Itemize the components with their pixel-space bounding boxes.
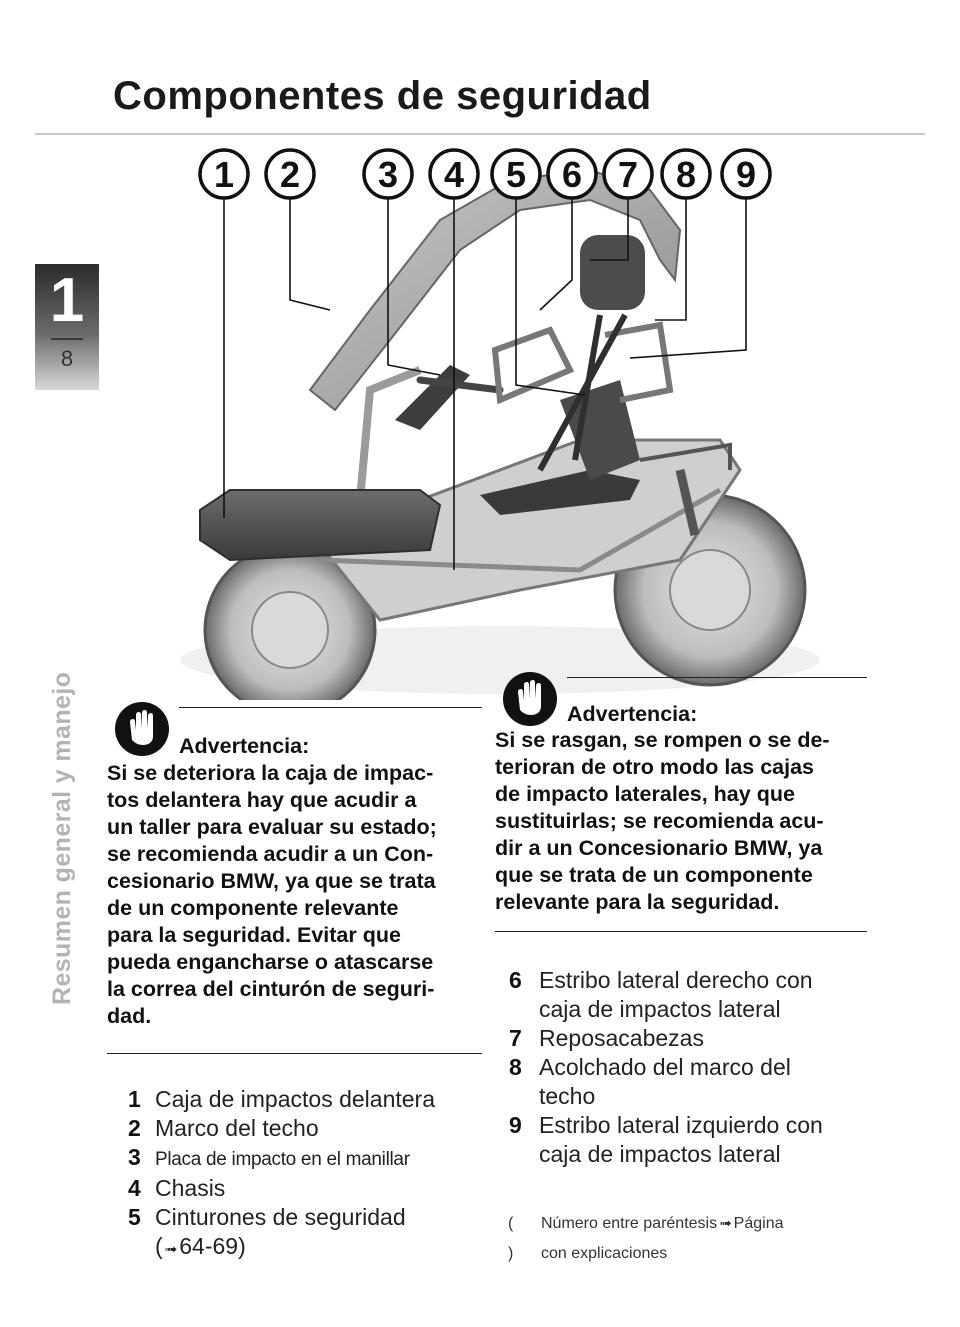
legend-text: caja de impactos lateral [539,1141,781,1167]
text-line: tos delantera hay que acudir a [107,788,417,812]
legend-number: 6 [509,967,522,993]
text-line: Si se deteriora la caja de impac- [107,761,434,785]
text-line: para la seguridad. Evitar que [107,923,401,947]
text-line: pueda engancharse o atascarse [107,950,434,974]
legend-text: Estribo lateral derecho con [539,967,813,993]
legend-text: Chasis [155,1175,226,1201]
legend-text: Reposacabezas [539,1025,704,1051]
chapter-number: 1 [49,266,85,335]
callout-2 [266,150,314,198]
text-line: que se trata de un componente [495,863,813,887]
legend-item [113,1143,493,1174]
callout-label: 8 [675,154,697,195]
reference-text-part: Número entre paréntesis [541,1215,718,1232]
leader-6 [540,194,572,310]
warning-hand-icon [113,700,171,758]
callout-label: 6 [561,154,583,195]
legend-left [113,1085,493,1264]
warning-hand-icon [501,670,559,728]
side-bar-right [495,330,570,400]
legend-item [497,966,877,1024]
warning-right-body [495,727,867,916]
warning-left [107,700,482,1058]
callout-7 [604,150,652,198]
warning-left-body [107,760,482,1030]
legend-text: caja de impactos lateral [539,996,781,1022]
title-divider [35,133,925,135]
page-title: Componentes de seguridad [113,74,652,118]
legend-text: Marco del techo [155,1115,319,1141]
legend-text: Cinturones de seguridad [155,1204,406,1230]
text-line: se recomienda acudir a un Con- [107,842,434,866]
text-line: relevante para la seguridad. [495,890,780,914]
callout-4 [430,150,478,198]
headrest [580,235,645,310]
legend-item [497,1111,877,1169]
front-impact-box [200,490,440,560]
scooter-illustration [120,140,870,700]
callout-label: 7 [617,154,639,195]
page-number: 8 [60,346,74,371]
section-label: Resumen general y manejo [48,671,76,1005]
text-line: Si se rasgan, se rompen o se de- [495,728,830,752]
legend-number: 4 [128,1175,141,1201]
leader-2 [290,194,330,310]
warning-left-heading: Advertencia: [179,734,310,758]
callout-label: 1 [213,154,235,195]
reference-text-part: Página [733,1215,784,1232]
callout-label: 5 [505,154,527,195]
callout-8 [662,150,710,198]
reference-text [541,1209,871,1269]
text-line: terioran de otro modo las cajas [495,755,815,779]
legend-right [497,966,877,1169]
arrow-right-icon: ➟ [164,1241,178,1258]
legend-number: 7 [509,1025,522,1051]
callout-1 [200,150,248,198]
text-line: dir a un Concesionario BMW, ya [495,836,823,860]
legend-item [113,1203,493,1264]
callout-label: 4 [443,154,465,195]
reference-parentheses: ( ) [508,1215,514,1262]
chapter-tab [35,264,99,390]
legend-text: Caja de impactos delantera [155,1086,435,1112]
legend-reference: ( ➟64-69) [155,1232,493,1264]
callout-label: 2 [279,154,301,195]
text-line: de un componente relevante [107,896,399,920]
text-line: cesionario BMW, ya que se trata [107,869,436,893]
callout-3 [364,150,412,198]
legend-item [497,1053,877,1111]
text-line: sustituirlas; se recomienda acu- [495,809,824,833]
legend-number: 5 [128,1204,141,1230]
callout-label: 3 [377,154,399,195]
text-line: dad. [107,1004,152,1028]
callout-label: 9 [735,154,757,195]
legend-text: 64-69) [179,1233,246,1259]
legend-number: 3 [128,1144,141,1170]
legend-number: 8 [509,1054,522,1080]
text-line: de impacto laterales, hay que [495,782,795,806]
text-line: la correa del cinturón de seguri- [107,977,435,1001]
legend-text: techo [539,1083,596,1109]
warning-right-heading: Advertencia: [567,702,698,726]
legend-number: 9 [509,1112,522,1138]
leader-5 [516,194,585,395]
warning-right [495,670,867,935]
legend-text: Estribo lateral izquierdo con [539,1112,823,1138]
legend-number: 1 [128,1086,141,1112]
text-line: un taller para evaluar su estado; [107,815,437,839]
legend-text: Placa de impacto en el manillar [155,1149,410,1170]
reference-text-line: con explicaciones [541,1245,668,1262]
callout-9 [722,150,770,198]
legend-item [497,1024,877,1053]
callout-6 [548,150,596,198]
arrow-right-icon: ➟ [719,1215,732,1232]
legend-text: Acolchado del marco del [539,1054,791,1080]
callout-5 [492,150,540,198]
legend-number: 2 [128,1115,141,1141]
legend-item [113,1174,493,1203]
legend-item [113,1085,493,1114]
chapter-divider [51,338,83,340]
legend-item [113,1114,493,1143]
